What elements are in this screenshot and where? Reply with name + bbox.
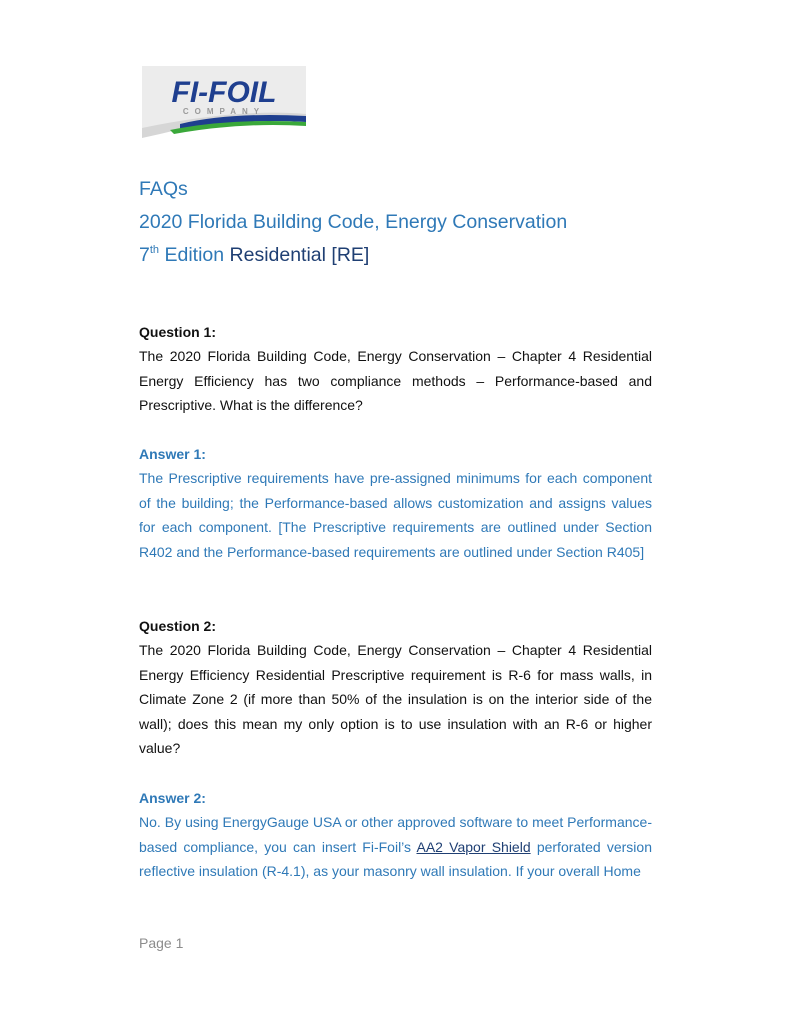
edition-number: 7 — [139, 244, 150, 266]
answer-2-text — [139, 810, 652, 883]
question-2 — [139, 614, 652, 760]
heading-code-title: 2020 Florida Building Code, Energy Conservation — [139, 211, 568, 233]
answer-1 — [139, 442, 652, 564]
answer-2-text-before: No. By using EnergyGauge USA or other approved software to meet Performance-based compliance, you can insert Fi-Foil’s — [139, 814, 652, 855]
heading-faqs: FAQs — [139, 178, 188, 200]
answer-1-text: The Prescriptive requirements have pre-assigned minimums for each component of the building; the Performance-based allows customization and assigns values for each component. [The Prescriptive requirements are outlined under Section R402 and the Performance-based requirements are outlined under Section R405] — [139, 470, 652, 560]
edition-superscript: th — [149, 243, 160, 256]
heading-edition — [139, 243, 369, 267]
aa2-vapor-shield-link[interactable]: AA2 Vapor Shield — [416, 838, 531, 855]
question-2-text: The 2020 Florida Building Code, Energy Conservation – Chapter 4 Residential Energy Efficiency Residential Prescriptive requirement is R-6 for mass walls, in Climate Zone 2 (if more than 50% of the insulation is on the interior side of the wall); does this mean my only option is to use insulation with an R-6 or higher value? — [139, 642, 652, 757]
question-1-label: Question 1: — [139, 324, 217, 340]
logo-brand-text: FI-FOIL — [171, 76, 277, 109]
edition-residential: Residential [RE] — [229, 244, 370, 266]
edition-word: Edition — [159, 244, 230, 266]
answer-1-label: Answer 1: — [139, 446, 206, 462]
answer-2-label: Answer 2: — [139, 790, 206, 806]
question-1-text: The 2020 Florida Building Code, Energy Conservation – Chapter 4 Residential Energy Efficiency has two compliance methods – Performance-based and Prescriptive. What is the difference? — [139, 348, 652, 414]
answer-2-text-after: perforated version reflective insulation (R-4.1), as your masonry wall insulation. If your overall Home — [139, 838, 652, 880]
logo-sub-text: COMPANY — [182, 107, 266, 116]
company-logo — [140, 62, 310, 142]
answer-2 — [139, 786, 652, 884]
question-1 — [139, 320, 652, 418]
question-2-label: Question 2: — [139, 618, 217, 634]
page-number: Page 1 — [139, 935, 184, 951]
